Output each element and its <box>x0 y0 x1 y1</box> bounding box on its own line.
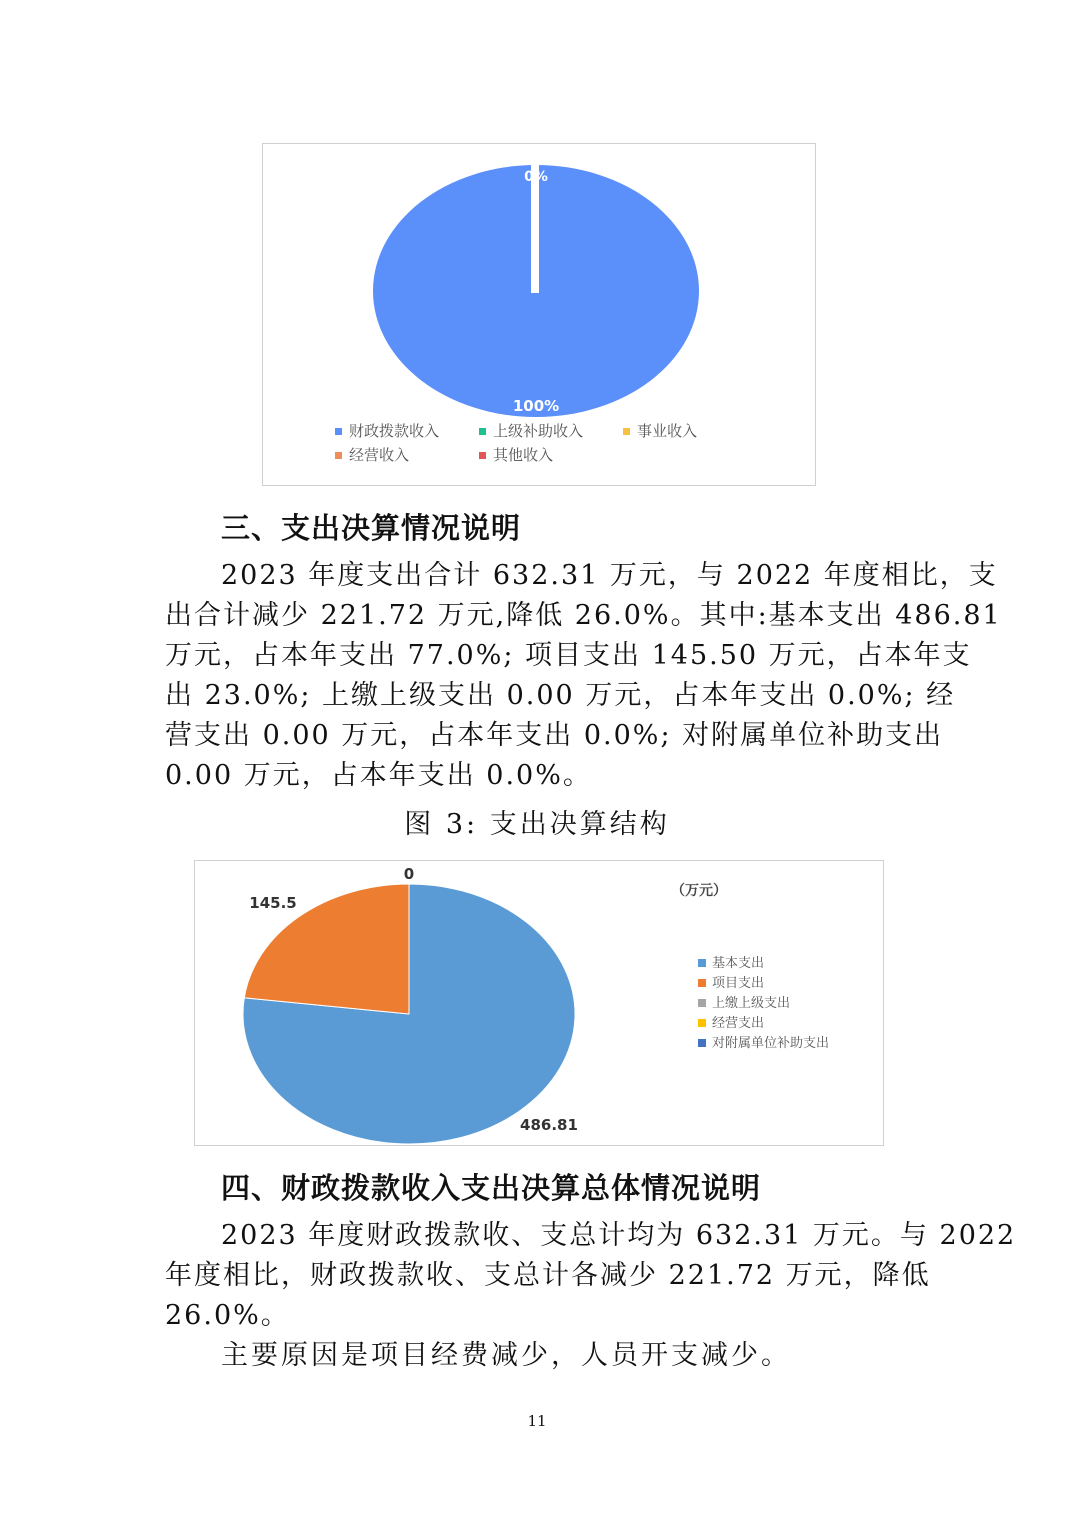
legend-label: 项目支出 <box>712 976 765 991</box>
section3-heading: 三、支出决算情况说明 <box>221 511 522 545</box>
section3-line: 2023 年度支出合计 632.31 万元，与 2022 年度相比，支 <box>221 560 998 591</box>
legend-label: 经营收入 <box>349 446 410 464</box>
section3-line: 0.00 万元，占本年支出 0.0%。 <box>165 760 592 791</box>
legend-swatch <box>698 1019 706 1027</box>
legend-swatch <box>698 979 706 987</box>
data-label: 0 <box>403 865 415 883</box>
section4-paragraph <box>165 1216 1017 1336</box>
legend-swatch <box>698 1039 706 1047</box>
legend-label: 财政拨款收入 <box>349 422 440 440</box>
data-label: 486.81 <box>520 1116 578 1134</box>
legend-swatch <box>335 428 342 435</box>
section3-line: 万元，占本年支出 77.0%; 项目支出 145.50 万元，占本年支 <box>165 640 972 671</box>
data-label: 100% <box>512 397 560 415</box>
section4-reason <box>221 1336 921 1376</box>
section3-paragraph <box>165 556 1002 796</box>
legend-label: 上缴上级支出 <box>712 996 791 1011</box>
legend-swatch <box>479 452 486 459</box>
legend-label: 其他收入 <box>493 446 554 464</box>
figure-caption: 图 3: 支出决算结构 <box>404 809 670 840</box>
unit-label: （万元） <box>671 883 727 899</box>
legend-swatch <box>698 959 706 967</box>
data-label: 145.5 <box>249 894 297 912</box>
section4-heading: 四、财政拨款收入支出决算总体情况说明 <box>221 1171 762 1205</box>
expenditure-pie-svg <box>195 861 883 1145</box>
legend-label: 对附属单位补助支出 <box>712 1036 830 1051</box>
expenditure-pie-chart <box>194 860 884 1146</box>
section4-line: 年度相比，财政拨款收、支总计各减少 221.72 万元，降低 <box>165 1260 931 1291</box>
legend-label: 上级补助收入 <box>493 422 584 440</box>
income-pie-chart <box>262 143 816 486</box>
legend-label: 基本支出 <box>712 956 765 971</box>
section4-line: 2023 年度财政拨款收、支总计均为 632.31 万元。与 2022 <box>221 1220 1017 1251</box>
legend-swatch <box>623 428 630 435</box>
section3-line: 出 23.0%; 上缴上级支出 0.00 万元，占本年支出 0.0%; 经 <box>165 680 956 711</box>
reason-line: 主要原因是项目经费减少，人员开支减少。 <box>221 1340 791 1371</box>
section4-line: 26.0%。 <box>165 1300 290 1331</box>
legend-swatch <box>479 428 486 435</box>
section3-line: 营支出 0.00 万元，占本年支出 0.0%; 对附属单位补助支出 <box>165 720 944 751</box>
legend-label: 事业收入 <box>637 422 698 440</box>
legend-label: 经营支出 <box>712 1016 765 1031</box>
data-label: 0% <box>524 169 548 185</box>
section3-line: 出合计减少 221.72 万元,降低 26.0%。其中:基本支出 486.81 <box>165 600 1002 631</box>
legend-swatch <box>335 452 342 459</box>
income-pie-svg <box>263 144 815 485</box>
legend-swatch <box>698 999 706 1007</box>
page-number: 11 <box>527 1412 547 1430</box>
